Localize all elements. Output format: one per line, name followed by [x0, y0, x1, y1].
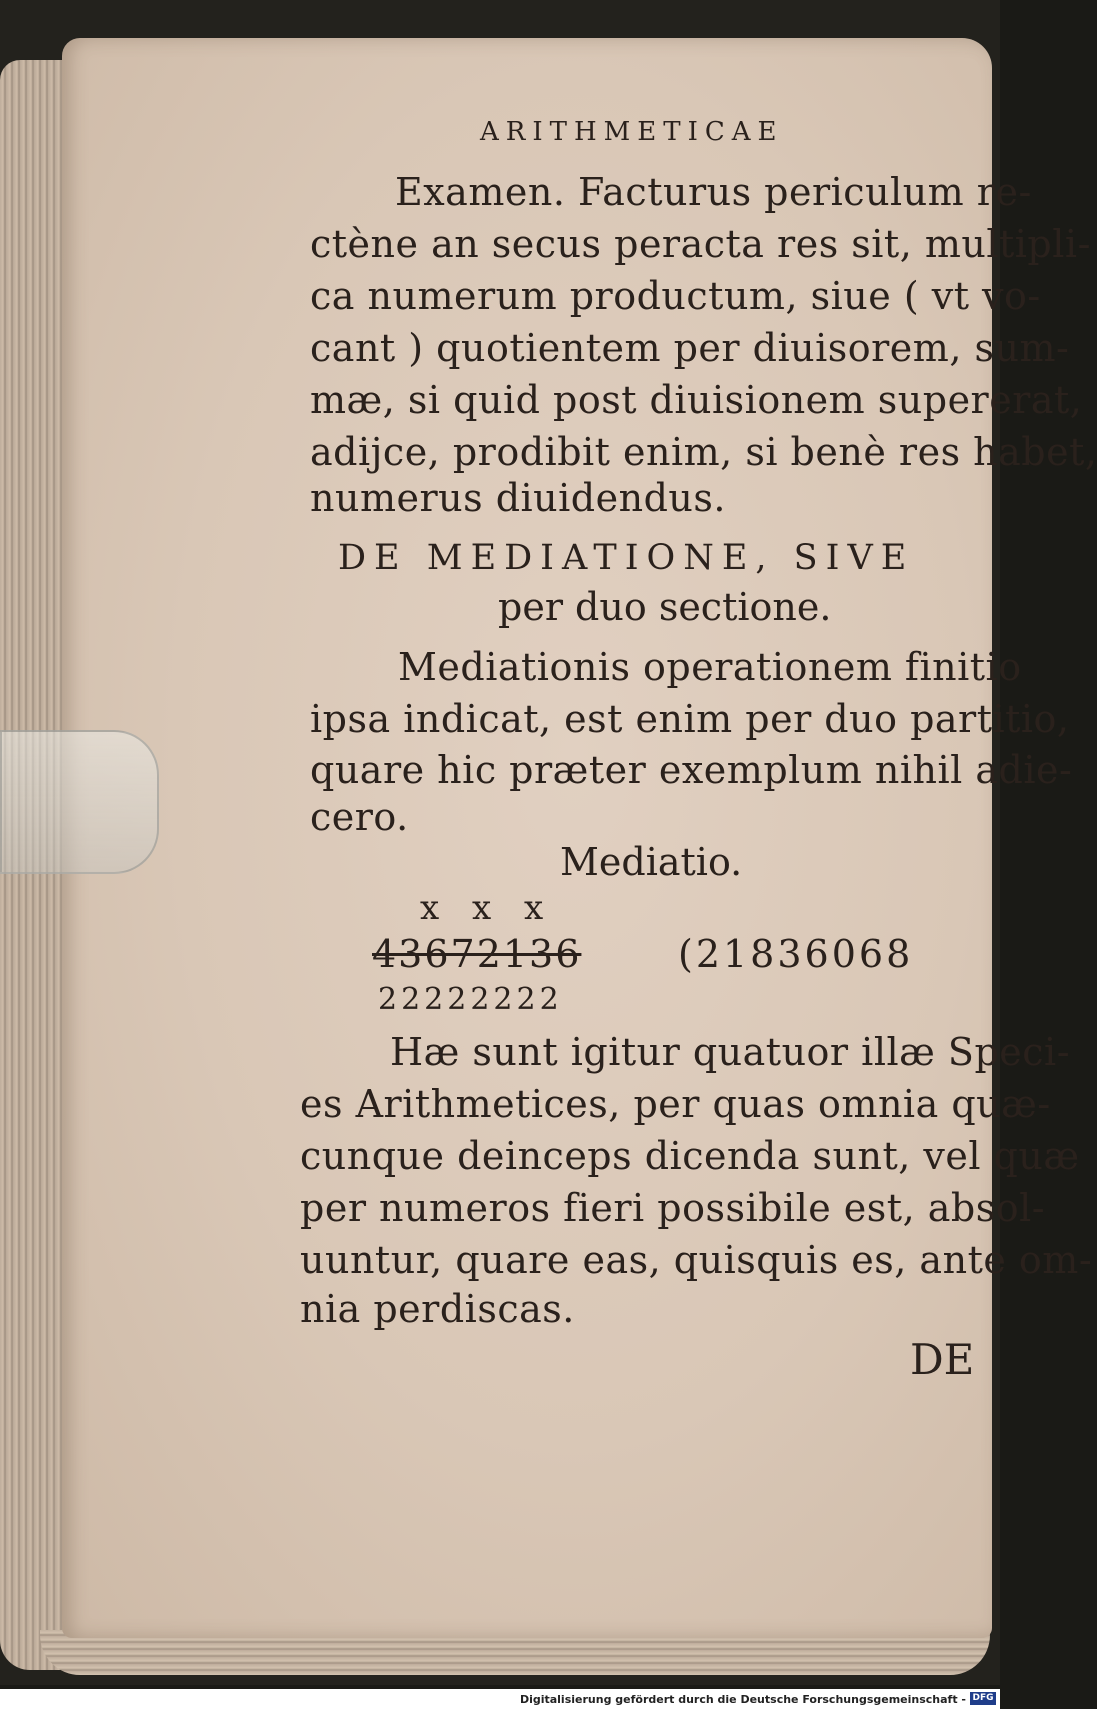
- paragraph1-line: ca numerum productum, siue ( vt vo-: [310, 274, 1041, 318]
- paragraph1-line: numerus diuidendus.: [310, 476, 726, 520]
- paragraph2-line: cero.: [310, 795, 409, 839]
- paragraph2-line: ipsa indicat, est enim per duo partitio,: [310, 697, 1070, 741]
- paragraph2-line: quare hic præter exemplum nihil adie-: [310, 748, 1073, 792]
- quotient: (21836068: [678, 932, 914, 976]
- paragraph1-line: Examen. Facturus periculum re-: [395, 170, 1032, 214]
- paragraph2-line: Mediationis operationem finitio: [398, 645, 1022, 689]
- digitization-footer: [0, 1689, 1000, 1709]
- divisor-row: 22222222: [378, 982, 563, 1017]
- catchword: DE: [910, 1335, 975, 1384]
- dividend: 43672136: [372, 932, 582, 976]
- paragraph3-line: per numeros fieri possibile est, absol-: [300, 1186, 1046, 1230]
- dfg-logo: DFG: [970, 1692, 996, 1705]
- paragraph1-line: adijce, prodibit enim, si benè res habet,: [310, 430, 1097, 474]
- paragraph3-line: cunque deinceps dicenda sunt, vel quæ: [300, 1134, 1080, 1178]
- paragraph1-line: mæ, si quid post diuisionem supererat,: [310, 378, 1083, 422]
- paragraph1-line: ctène an secus peracta res sit, multipli-: [310, 222, 1091, 266]
- paragraph3-line: Hæ sunt igitur quatuor illæ Speci-: [390, 1030, 1071, 1074]
- example-label: Mediatio.: [560, 840, 743, 884]
- paragraph1-line: cant ) quotientem per diuisorem, sum-: [310, 326, 1070, 370]
- paragraph3-line: uuntur, quare eas, quisquis es, ante om-: [300, 1238, 1093, 1282]
- paragraph3-line: es Arithmetices, per quas omnia quæ-: [300, 1082, 1051, 1126]
- footer-credit: Digitalisierung gefördert durch die Deutsche Forschungsgemeinschaft -: [519, 1693, 966, 1706]
- paragraph3-line: nia perdiscas.: [300, 1287, 575, 1331]
- section-heading: DE MEDIATIONE, SIVE: [338, 538, 915, 578]
- running-header: ARITHMETICAE: [480, 117, 784, 147]
- section-subheading: per duo sectione.: [498, 585, 832, 629]
- cancel-marks: x x x: [420, 888, 544, 928]
